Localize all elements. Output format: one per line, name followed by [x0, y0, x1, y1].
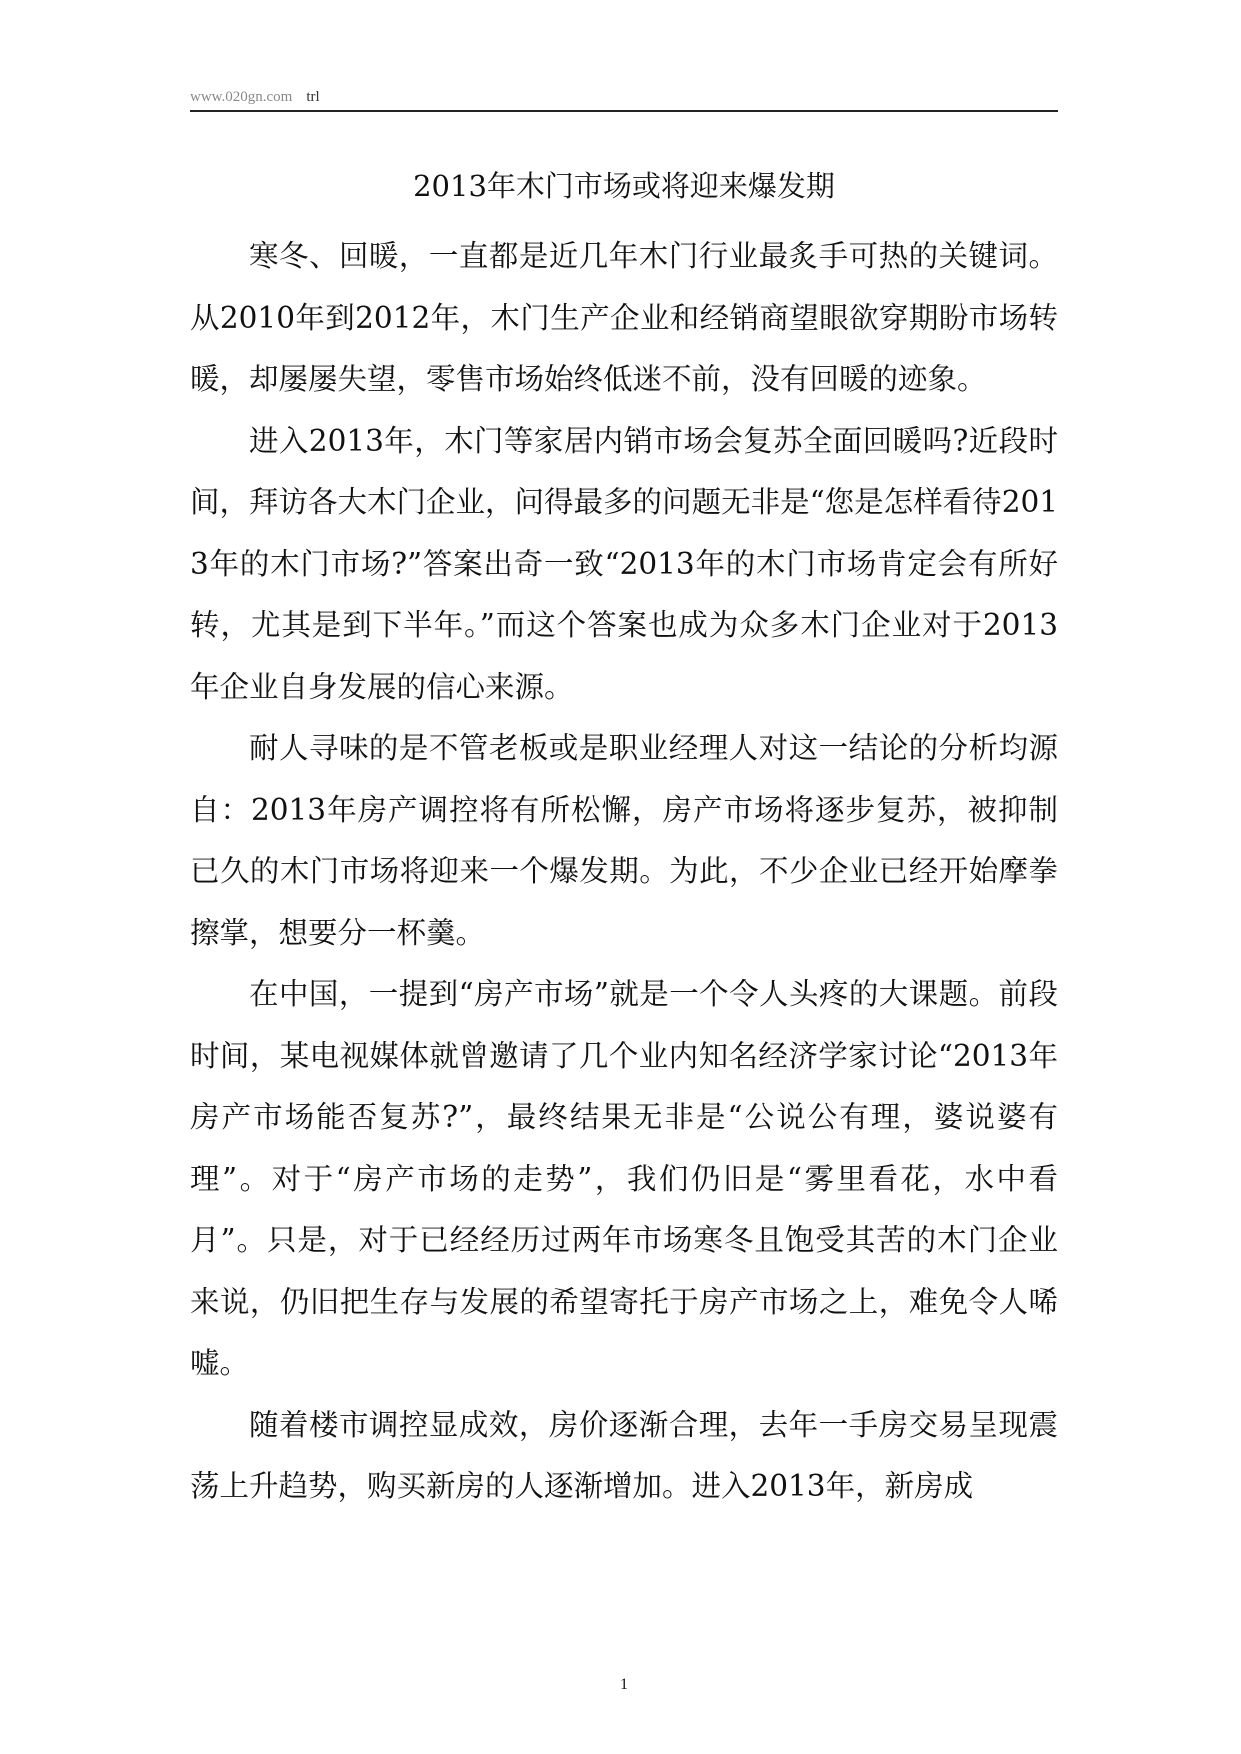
paragraph-3: 耐人寻味的是不管老板或是职业经理人对这一结论的分析均源自：2013年房产调控将有所松懈，房产市场将逐步复苏，被抑制已久的木门市场将迎来一个爆发期。为此，不少企业已经开始摩拳擦掌，想要分一杯羹。 [190, 731, 1058, 950]
paragraph-4: 在中国，一提到“房产市场”就是一个令人头疼的大课题。前段时间，某电视媒体就曾邀请了几个业内知名经济学家讨论“2013年房产市场能否复苏?”，最终结果无非是“公说公有理，婆说婆有理”。对于“房产市场的走势”，我们仍旧是“雾里看花，水中看月”。只是，对于已经经历过两年市场寒冬且饱受其苦的木门企业来说，仍旧把生存与发展的希望寄托于房产市场之上，难免令人唏嘘。 [190, 977, 1058, 1380]
paragraph-2: 进入2013年，木门等家居内销市场会复苏全面回暖吗?近段时间，拜访各大木门企业，问得最多的问题无非是“您是怎样看待2013年的木门市场?”答案出奇一致“2013年的木门市场肯定会有所好转，尤其是到下半年。”而这个答案也成为众多木门企业对于2013年企业自身发展的信心来源。 [190, 423, 1058, 704]
document-body [190, 226, 1058, 1518]
paragraph-5: 随着楼市调控显成效，房价逐渐合理，去年一手房交易呈现震荡上升趋势，购买新房的人逐渐增加。进入2013年，新房成 [190, 1407, 1058, 1503]
page-number: 1 [620, 1676, 628, 1693]
page-header [190, 88, 1058, 112]
paragraph-1: 寒冬、回暖，一直都是近几年木门行业最炙手可热的关键词。从2010年到2012年，木门生产企业和经销商望眼欲穿期盼市场转暖，却屡屡失望，零售市场始终低迷不前，没有回暖的迹象。 [190, 239, 1058, 396]
document-title: 2013年木门市场或将迎来爆发期 [413, 169, 835, 203]
header-tag: trl [306, 89, 320, 105]
header-url: www.020gn.com [190, 89, 293, 105]
